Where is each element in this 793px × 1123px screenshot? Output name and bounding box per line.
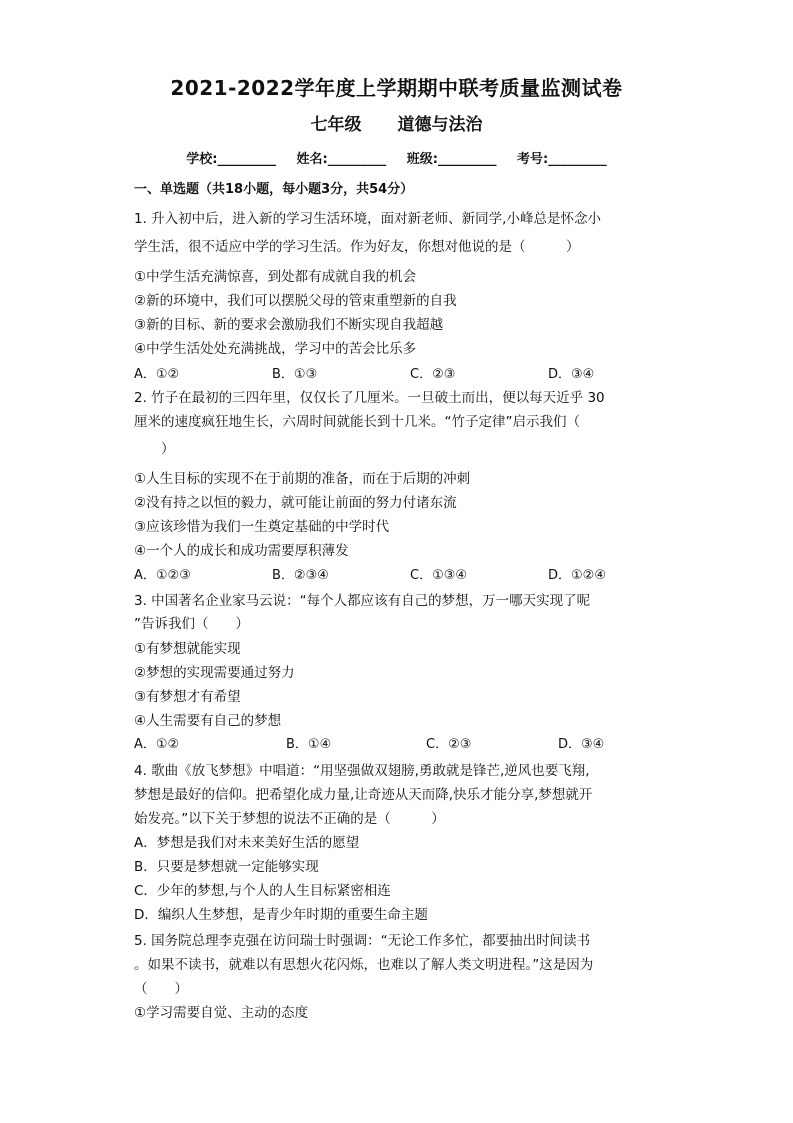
q4-option-c[interactable]: C．少年的梦想,与个人的人生目标紧密相连 xyxy=(134,883,391,899)
q1-item: ①中学生活充满惊喜，到处都有成就自我的机会 xyxy=(134,269,417,285)
q2-stem-line-3: ） xyxy=(134,441,175,457)
q3-option-b[interactable]: B．①④ xyxy=(286,737,332,752)
q3-item: ③有梦想才有希望 xyxy=(134,689,241,705)
q2-stem-line-2: 厘米的速度疯狂地生长，六周时间就能长到十几米。“竹子定律”启示我们（ xyxy=(134,414,580,430)
q3-option-d[interactable]: D．③④ xyxy=(558,737,605,752)
q2-item: ④一个人的成长和成功需要厚积薄发 xyxy=(134,543,349,559)
exam-subtitle xyxy=(0,110,793,135)
q1-item: ②新的环境中，我们可以摆脱父母的管束重塑新的自我 xyxy=(134,293,457,309)
q2-option-c[interactable]: C．①③④ xyxy=(410,568,468,583)
q1-option-d[interactable]: D．③④ xyxy=(548,367,595,382)
q3-stem-line-2: ”告诉我们（ ） xyxy=(134,616,249,632)
section-heading: 一、单选题（共18小题，每小题3分，共54分） xyxy=(134,182,414,197)
q1-item: ③新的目标、新的要求会激励我们不断实现自我超越 xyxy=(134,317,444,333)
q1-option-a[interactable]: A．①② xyxy=(134,367,180,382)
q4-stem-line-2: 梦想是最好的信仰。把希望化成力量,让奇迹从天而降,快乐才能分享,梦想就开 xyxy=(134,787,593,803)
q4-option-a[interactable]: A．梦想是我们对未来美好生活的愿望 xyxy=(134,835,360,851)
q5-stem-line-2: 。如果不读书，就难以有思想火花闪烁，也难以了解人类文明进程。”这是因为 xyxy=(134,957,594,973)
q3-stem-line-1: 3. 中国著名企业家马云说：“每个人都应该有自己的梦想，万一哪天实现了呢 xyxy=(134,593,591,609)
q5-stem-line-1: 5. 国务院总理李克强在访问瑞士时强调：“无论工作多忙，都要抽出时间读书 xyxy=(134,933,591,949)
q2-item: ②没有持之以恒的毅力，就可能让前面的努力付诸东流 xyxy=(134,495,457,511)
q4-option-d[interactable]: D．编织人生梦想，是青少年时期的重要生命主题 xyxy=(134,907,428,923)
q5-item: ①学习需要自觉、主动的态度 xyxy=(134,1005,309,1021)
q2-option-d[interactable]: D．①②④ xyxy=(548,568,606,583)
subject-label: 道德与法治 xyxy=(397,115,483,135)
q4-stem-line-1: 4. 歌曲《放飞梦想》中唱道：“用坚强做双翅膀,勇敢就是锋芒,逆风也要飞翔, xyxy=(134,763,590,779)
school-field[interactable]: 学校:_________ xyxy=(186,152,276,167)
q3-option-c[interactable]: C．②③ xyxy=(426,737,472,752)
exam-title: 2021-2022学年度上学期期中联考质量监测试卷 xyxy=(170,76,623,100)
q3-item: ①有梦想就能实现 xyxy=(134,641,241,657)
q1-stem-line-2: 学生活，很不适应中学的学习生活。作为好友，你想对他说的是（ ） xyxy=(134,239,580,255)
q3-item: ②梦想的实现需要通过努力 xyxy=(134,665,295,681)
grade-label: 七年级 xyxy=(310,115,362,135)
q1-option-b[interactable]: B．①③ xyxy=(272,367,318,382)
q1-option-c[interactable]: C．②③ xyxy=(410,367,456,382)
q1-stem-line-1: 1. 升入初中后，进入新的学习生活环境，面对新老师、新同学,小峰总是怀念小 xyxy=(134,211,601,227)
exam-number-field[interactable]: 考号:_________ xyxy=(517,152,607,167)
q5-stem-line-3: （ ） xyxy=(134,981,188,997)
q2-item: ①人生目标的实现不在于前期的准备，而在于后期的冲刺 xyxy=(134,471,471,487)
q2-option-b[interactable]: B．②③④ xyxy=(272,568,329,583)
q1-item: ④中学生活处处充满挑战，学习中的苦会比乐多 xyxy=(134,341,417,357)
q2-item: ③应该珍惜为我们一生奠定基础的中学时代 xyxy=(134,519,390,535)
q3-item: ④人生需要有自己的梦想 xyxy=(134,713,282,729)
q3-option-a[interactable]: A．①② xyxy=(134,737,180,752)
q2-stem-line-1: 2. 竹子在最初的三四年里，仅仅长了几厘米。一旦破土而出，便以每天近乎 30 xyxy=(134,390,605,406)
name-field[interactable]: 姓名:_________ xyxy=(296,152,387,167)
q2-option-a[interactable]: A．①②③ xyxy=(134,568,191,583)
q4-stem-line-3: 始发亮。”以下关于梦想的说法不正确的是（ ） xyxy=(134,811,445,827)
student-info-row xyxy=(0,148,793,167)
class-field[interactable]: 班级:_________ xyxy=(406,152,497,167)
q4-option-b[interactable]: B．只要是梦想就一定能够实现 xyxy=(134,859,319,875)
